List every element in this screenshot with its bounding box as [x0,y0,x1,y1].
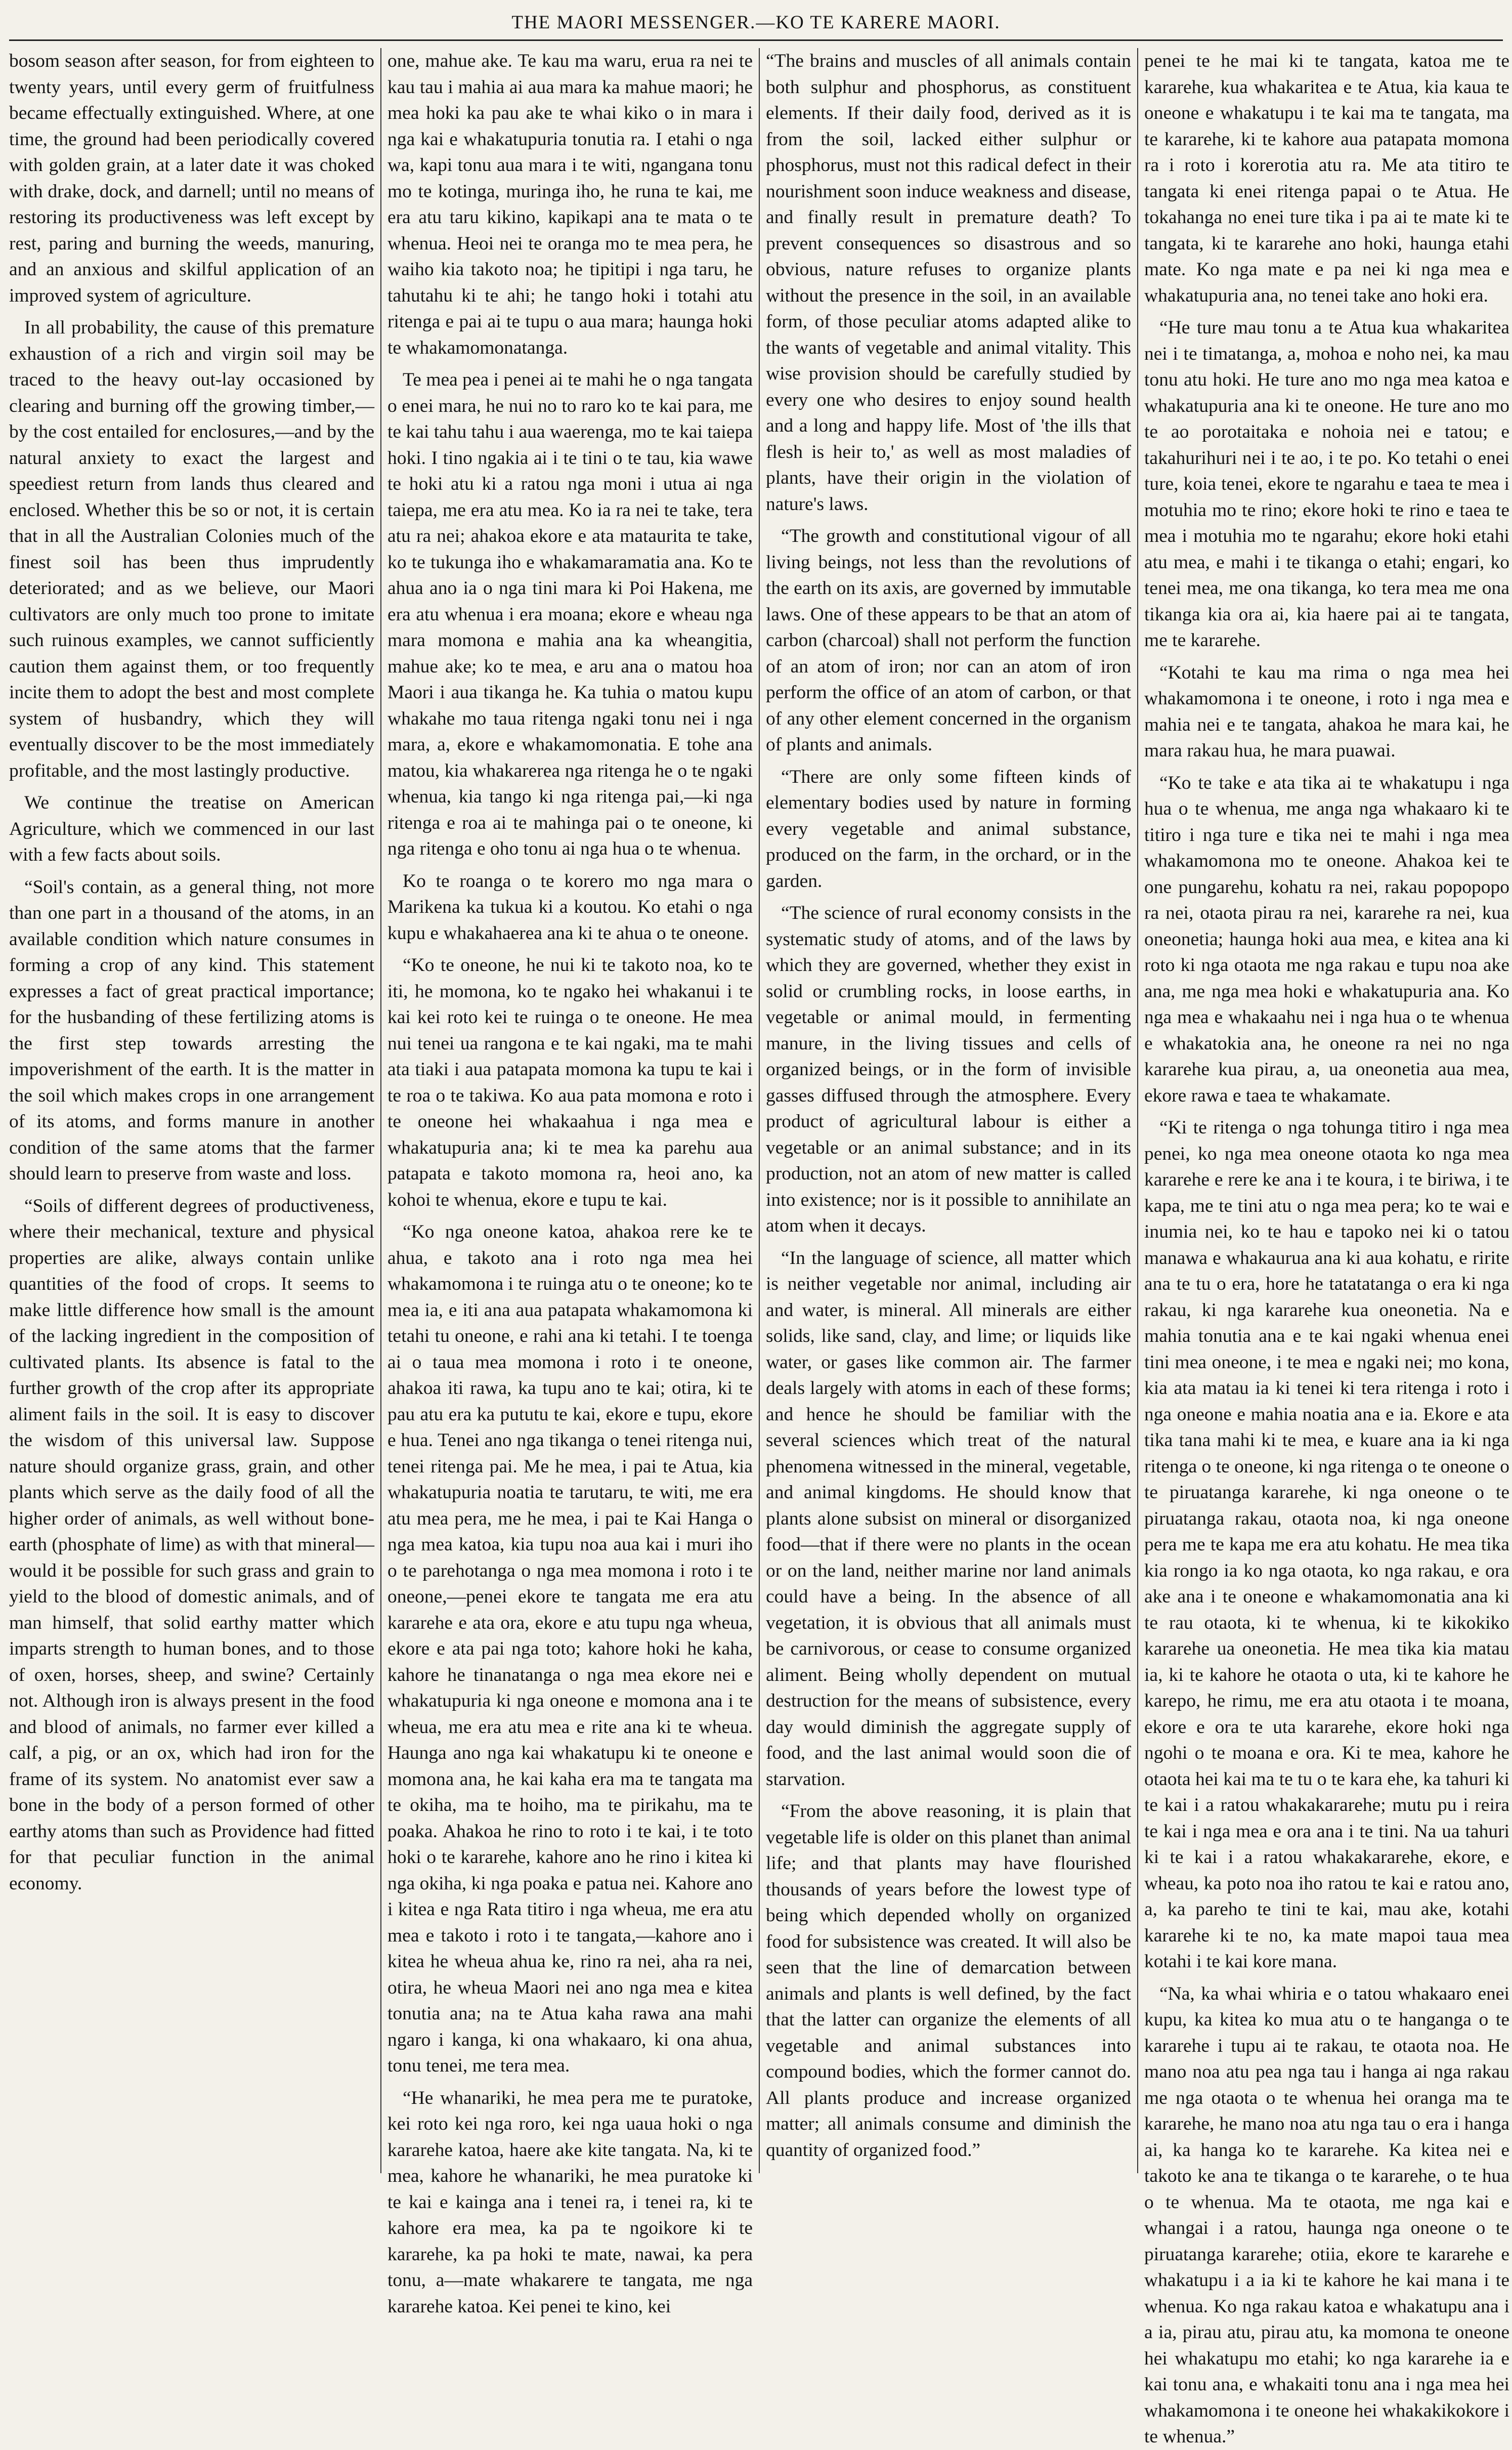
article-paragraph: “The brains and muscles of all animals contain both sulphur and phosphorus, as constituent elements. If their daily food, derived as it is from the soil, lacked either sulphur or phosphorus, must not this radical defect in their nourishment soon induce weakness and disease, and finally result in premature death? To prevent consequences so disastrous and so obvious, nature refuses to organize plants without the presence in the soil, in an available form, of those peculiar atoms adapted alike to the wants of vegetable and animal vitality. This wise provision should be carefully studied by every one who desires to enjoy sound health and a long and happy life. Most of 'the ills that flesh is heir to,' as well as most maladies of plants, have their origin in the violation of nature's laws. [766,51,1131,515]
article-paragraph: “He whanariki, he mea pera me te puratoke, kei roto kei nga roro, kei nga uaua hoki o nga kararehe katoa, haere ake kite tangata. Na, ki te mea, kahore he whanariki, he mea puratoke ki te kai e kainga ana i tenei ra, i tenei ra, ki te kahore era mea, ka pa te ngoikore ki te kararehe, ka pa hoki te mate, nawai, ka pera tonu, a—mate whakarere te tangata, me nga kararehe katoa. Kei penei te kino, kei [387,2087,753,2317]
article-paragraph: “Ki te ritenga o nga tohunga titiro i nga mea penei, ko nga mea oneone otaota ko nga mea kararehe e rere ke ana i te koura, i te biriwa, i te kapa, me te tini atu o nga mea pera; ko te wai e inumia nei, ko te hau e tapoko nei ki o tatou manawa e whakaurua ana ki aua kohatu, e ririte ana te tu o era, hore he tatatatanga o era ki nga rakau, ki nga kararehe kua oneonetia. Na e mahia tonutia ana e te kai ngaki whenua enei tini mea oneone, i te mea e ngaki nei; mo kona, kia ata matau ia ki tenei ki tera ritenga i roto i nga oneone e mahia noatia ana e ia. Ekore e ata tika tana mahi ki te mea, e kuare ana ia ki nga ritenga o te oneone, ki nga ritenga o te oneone o te piruatanga kararehe, ki nga oneone o te piruatanga rakau, otaota noa, ki nga oneone pera me te kapa me era atu kohatu. He mea tika kia rongo ia ko nga otaota, ko nga rakau, e ora ake ana i te oneone e whakamomonatia ana ki te rau otaota, ki te whenua, ki te kikokiko kararehe ua oneonetia. He mea tika kia matau ia, ki te kahore he otaota o uta, ki te kahore he karepo, he rimu, me era atu otaota i te moana, ekore e ora te uta kararehe, ekore hoki nga ngohi o te moana e ora. Ki te mea, kahore he otaota hei kai ma te tu o te kara ehe, ka tahuri ki te kai i a ratou whakakararehe; mutu pu i reira te kai i nga mea e ora ana i te tini. Na ua tahuri ki te kai i a ratou whakakararehe, ekore, e wheau, ka poto noa iho ratou te kai e ratou ano, a, ka pareho te tini te kai, mau ake, kotahi kararehe ki te no, ka mate mapoi taua mea kotahi i te kai kore mana. [1144,1117,1509,1972]
article-paragraph: one, mahue ake. Te kau ma waru, erua ra nei te kau tau i mahia ai aua mara ka mahue maori; he mea hoki ka pau ake te whai kiko o in mara i nga kai e whakatupuria tonutia ra. I etahi o nga wa, kapi tonu aua mara i te witi, ngangana tonu mo te kotinga, muringa iho, he runa te kai, me era atu taru kikino, kapikapi ana te mata o te whenua. Heoi nei te oranga mo te mea pera, he waiho kia takoto noa; he tipitipi i nga taru, he tahutahu ki te ahi; he tango hoki i totahi atu ritenga e pai ai te tupu o aua mara; haunga hoki te whakamomonatanga. [387,51,753,358]
article-paragraph: “Ko te take e ata tika ai te whakatupu i nga hua o te whenua, me anga nga whakaaro ki te titiro i nga ture e tika nei te mahi i nga mea whakamomona mo te oneone. Ahakoa kei te one pungarehu, kohatu ra nei, rakau popopopo ra nei, otaota pirau ra nei, kararehe ra nei, kua oneonetia; haunga hoki aua mea, e kitea ana ki roto ki nga otaota me nga rakau e tupu noa ake ana, me nga mea hoki e whakatupuria ana. Ko nga mea e whakaahu nei i nga hua o te whenua e whakatokia ana, he oneone ra nei no nga kararehe kua pirau, a, ua oneonetia aua mea, ekore rawa e taea te whakamate. [1144,772,1509,1106]
column-1 [9,48,374,2173]
article-paragraph: “The science of rural economy consists in the systematic study of atoms, and of the laws by which they are governed, whether they exist in solid or crumbling rocks, in loose earths, in vegetable or animal mould, in fermenting manure, in the living tissues and cells of organized beings, or in the form of invisible gasses diffused through the atmosphere. Every product of agricultural labour is either a vegetable or an animal substance; and in its production, not an atom of new matter is called into existence; nor is it possible to annihilate an atom when it decays. [766,903,1131,1236]
article-paragraph: “Soil's contain, as a general thing, not more than one part in a thousand of the atoms, in an available condition which nature consumes in forming a crop of any kind. This statement expresses a fact of great practical importance; for the husbanding of these fertilizing atoms is the first step towards arresting the impoverishment of the earth. It is the matter in the soil which makes crops in one arrangement of its atoms, and forms manure in another condition of the same atoms that the farmer should learn to preserve from waste and loss. [9,876,374,1184]
article-paragraph: In all probability, the cause of this premature exhaustion of a rich and virgin soil may be traced to the heavy out-lay occasioned by clearing and burning off the growing timber,—by the cost entailed for enclosures,—and by the natural anxiety to exact the largest and speediest return from lands thus cleared and enclosed. Whether this be so or not, it is certain that in all the Australian Colonies much of the finest soil has been thus imprudently deteriorated; and as we believe, our Maori cultivators are only much too prone to imitate such ruinous examples, we cannot sufficiently caution them against them, or too frequently incite them to adopt the best and most complete system of husbandry, which they will eventually discover to be the most immediately profitable, and the most lastingly productive. [9,317,374,781]
article-paragraph: “The growth and constitutional vigour of all living beings, not less than the revolutions of the earth on its axis, are governed by immutable laws. One of these appears to be that an atom of carbon (charcoal) shall not perform the function of an atom of iron; nor can an atom of iron perform the office of an atom of carbon, or that of any other element concerned in the organism of plants and animals. [766,526,1131,755]
article-paragraph: bosom season after season, for from eighteen to twenty years, until every germ of fruitfulness became effectually extinguished. Where, at one time, the ground had been periodically covered with golden grain, at a later date it was choked with drake, dock, and darnell; until no means of restoring its productiveness was left except by rest, paring and burning the weeds, manuring, and an anxious and skilful application of an improved system of agriculture. [9,51,374,306]
article-paragraph: “Na, ka whai whiria e o tatou whakaaro enei kupu, ka kitea ko mua atu o te hanganga o te kararehe i tupu ai te rakau, te otaota noa. He mano noa atu pea nga tau i hanga ai nga rakau me nga otaota o te whenua hei oranga ma te kararehe, he mano noa atu nga tau o era i hanga ai, ka hanga ko te kararehe. Ka kitea nei e takoto ke ana te tikanga o te kararehe, o te hua o te whenua. Ma te otaota, me nga kai e whangai i a ratou, haunga nga oneone o te piruatanga kararehe; otiia, ekore te kararehe e whakatupu i a ia ki te kahore he kai mana i te whenua. Ko nga rakau katoa e whakatupu ana i a ia, pirau atu, pirau atu, ka momona te oneone hei whakatupu mo etahi; ko nga kararehe ia e kai tonu ana, e whakaiti tonu ana i nga mea hei whakamomona i te oneone hei whakakikokore i te whenua.” [1144,1983,1509,2447]
column-2 [387,48,753,2317]
masthead: THE MAORI MESSENGER.—KO TE KARERE MAORI. [9,8,1503,41]
article-paragraph: “From the above reasoning, it is plain that vegetable life is older on this planet than animal life; and that plants may have flourished thousands of years before the lowest type of being which depended wholly on organized food for subsistence was created. It will also be seen that the line of demarcation between animals and plants is well defined, by the fact that the latter can organize the elements of all vegetable and animal substances into compound bodies, which the former cannot do. All plants produce and increase organized matter; all animals consume and diminish the quantity of organized food.” [766,1801,1131,2161]
article-paragraph: “There are only some fifteen kinds of elementary bodies used by nature in forming every vegetable and animal substance, produced on the farm, in the orchard, or in the garden. [766,766,1131,892]
article-paragraph: We continue the treatise on American Agriculture, which we commenced in our last with a few facts about soils. [9,792,374,865]
article-paragraph: “In the language of science, all matter which is neither vegetable nor animal, including air and water, is mineral. All minerals are either solids, like sand, clay, and lime; or liquids like water, or gases like common air. The farmer deals largely with atoms in each of these forms; and hence he should be familiar with the several sciences which treat of the natural phenomena witnessed in the mineral, vegetable, and animal kingdoms. He should know that plants alone subsist on mineral or disorganized food—that if there were no plants in the ocean or on the land, neither marine nor land animals could have a being. In the absence of all vegetation, it is obvious that all animals must be carnivorous, or cease to consume organized aliment. Being wholly dependent on mutual destruction for the means of subsistence, every day would diminish the aggregate supply of food, and the last animal would soon die of starvation. [766,1247,1131,1790]
article-paragraph: “He ture mau tonu a te Atua kua whakaritea nei i te timatanga, a, mohoa e noho nei, ka mau tonu atu hoki. He ture ano mo nga mea katoa e whakatupuria ana ki te oneone. He ture ano mo te ao porotaitaka e nohoia nei e tatou; e takahurihuri nei i te ao, i te po. Ko tetahi o enei ture, koia tenei, ekore te ngarahu e taea te mea i motuhia mo te rino; ekore hoki te rino e taea te mea i motuhia mo te ngarahu; ekore hoki etahi atu mea, e mahi i te tikanga o etahi; engari, ko tenei mea, me ona tikanga, ko tera mea me ona tikanga kia ora ai, kia haere pai ai te tangata, me te kararehe. [1144,317,1509,651]
article-paragraph: Ko te roanga o te korero mo nga mara o Marikena ka tukua ki a koutou. Ko etahi o nga kupu e whakahaerea ana ki te ahua o te oneone. [387,870,753,944]
column-3 [766,48,1131,2173]
article-paragraph: “Ko te oneone, he nui ki te takoto noa, ko te iti, he momona, ko te ngako hei whakanui i te kai kei roto kei te ruinga o te oneone. He mea nui tenei ua rangona e te kai ngaki, ma te mahi ata tiaki i aua patapata momona ka tupu te kai i te roa o te takiwa. Ko aua pata momona e roto i te oneone hei whakaahua i nga mea e whakatupuria ana; ki te mea ka parehu aua patapata e takoto momona ra, heoi ano, ka kohoi te whenua, ekore e tupu te kai. [387,955,753,1210]
column-4 [1144,48,1509,2447]
article-paragraph: “Ko nga oneone katoa, ahakoa rere ke te ahua, e takoto ana i roto nga mea hei whakamomona i te ruinga atu o te oneone; ko te mea ia, e iti ana aua patapata whakamomona ki tetahi tu oneone, e rahi ana ki tetahi. I te toenga ai o taua mea momona i roto i te oneone, ahakoa iti rawa, ka tupu ano te kai; otira, ki te pau atu era ka pututu te kai, ekore e tupu, ekore e hua. Tenei ano nga tikanga o tenei ritenga nui, tenei ritenga pai. Me he mea, i pai te Atua, kia whakatupuria noatia te tarutaru, te witi, me era atu mea pera, me he mea, i pai te Kai Hanga o nga mea katoa, kia tupu noa aua kai i muri iho o te parehotanga o nga mea momona i roto i te oneone,—penei ekore te tangata me era atu kararehe e ata ora, ekore e atu tupu nga wheua, ekore e ata pai nga toto; kahore hoki he kaha, kahore he tinanatanga o nga mea ekore nei e whakatupuria ki nga oneone e momona ana i te wheua, me era atu mea e rite ana ki te wheua. Haunga ano nga kai whakatupu ki te oneone e momona ana, he kai kaha era ma te tangata ma te okiha, ma te hoiho, ma te pirikahu, ma te poaka. Ahakoa he rino to roto i te kai, i te toto hoki o te kararehe, kahore ano he rino i kitea ki nga okiha, ki nga poaka e patua nei. Kahore ano i kitea e nga Rata titiro i nga wheua, me era atu mea e takoto i roto i te tangata,—kahore ano i kitea he wheua ahua ke, rino ra nei, aha ra nei, otira, he wheua Maori nei ano nga mea e kitea tonutia ana; na te Atua kaha rawa ana mahi ngaro i kanga, ki ona whakaaro, ki ona ahua, tonu tenei, me tera mea. [387,1221,753,2076]
columns [9,48,1509,2447]
article-paragraph: “Soils of different degrees of productiveness, where their mechanical, texture and physical properties are alike, always contain unlike quantities of the food of crops. It seems to make little difference how small is the amount of the lacking ingredient in the composition of cultivated plants. Its absence is fatal to the further growth of the crop after its appropriate aliment fails in the soil. It is easy to discover the wisdom of this universal law. Suppose nature should organize grass, grain, and other plants which serve as the daily food of all the higher order of animals, as well without bone-earth (phosphate of lime) as with that mineral—would it be possible for such grass and grain to yield to the blood of domestic animals, and of man himself, that solid earthy matter which imparts strength to human bones, and to those of oxen, horses, sheep, and swine? Certainly not. Although iron is always present in the food and blood of animals, no farmer ever killed a calf, a pig, or an ox, which had iron for the frame of its system. No anatomist ever saw a bone in the body of a person formed of other earthy atoms than such as Providence had fitted for that peculiar function in the animal economy. [9,1195,374,1894]
article-paragraph: penei te he mai ki te tangata, katoa me te kararehe, kua whakaritea e te Atua, kia kaua te oneone e whakatupu i te kai ma te tangata, ma te kararehe, ki te kahore aua patapata momona ra i roto i korerotia atu ra. Me ata titiro te tangata ki enei ritenga papai o te Atua. He tokahanga no enei ture tika i pa ai te mate ki te tangata, ki te kararehe ano hoki, haunga etahi mate. Ko nga mate e pa nei ki nga mea e whakatupuria ana, no tenei take ano hoki era. [1144,51,1509,306]
article-paragraph: “Kotahi te kau ma rima o nga mea hei whakamomona i te oneone, i roto i nga mea e mahia nei e te tangata, ahakoa he mara kai, he mara rakau hua, he mara puawai. [1144,662,1509,761]
article-paragraph: Te mea pea i penei ai te mahi he o nga tangata o enei mara, he nui no to raro ko te kai para, me te kai tahu tahu i aua waerenga, mo te kai taiepa hoki. I tino ngakia ai i te tini o te tau, kia wawe te hoki atu ki a ratou nga moni i utua ai nga taiepa, me era atu mea. Ko ia ra nei te take, tera atu ra nei; ahakoa ekore e ata mataurita te take, ko te tukunga iho e whakamaramatia ana. Ko te ahua ano ia o nga tini mara ki Poi Hakena, me era atu whenua i era moana; ekore e wheau nga mara momona e mahia ana ka wheangitia, mahue ake; ko te mea, e aru ana o matou hoa Maori i aua tikanga he. Ka tuhia o matou kupu whakahe mo taua ritenga ngaki tonu nei i nga mara, a, ekore e whakamomonatia. E tohe ana matou, kia whakarerea nga ritenga he o te ngaki whenua, kia tango ki nga ritenga pai,—ki nga ritenga e roa ai te mahinga pai o te oneone, ki nga ritenga e oho tonu ai nga hua o te whenua. [387,369,753,859]
